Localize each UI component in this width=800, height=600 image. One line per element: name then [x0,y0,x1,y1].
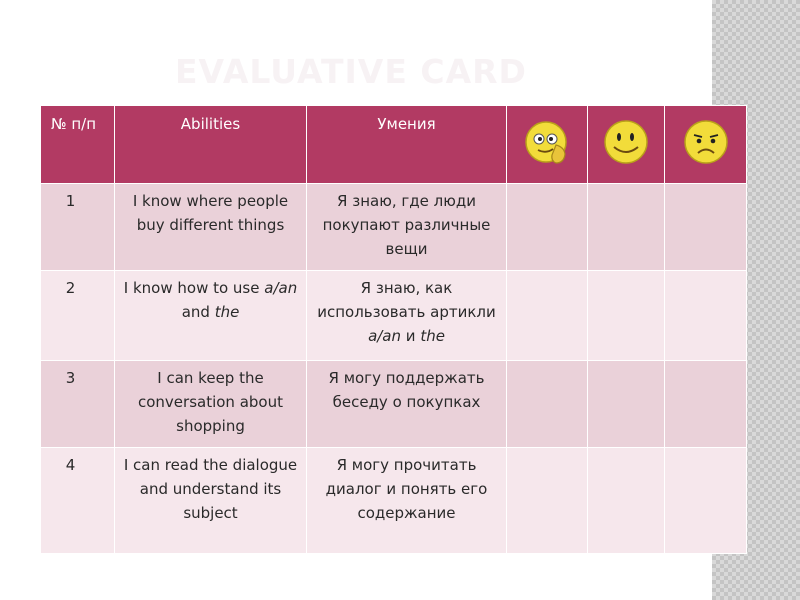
header-umeniya: Умения [307,106,507,184]
ability-en-text: and [181,303,215,321]
header-emoji-3 [665,106,747,184]
sad-face-icon [679,117,733,169]
ability-en [115,271,307,361]
article-a-an: a/an [368,327,402,345]
row-number: 1 [41,184,115,271]
table-row [41,448,747,554]
ability-ru: Я могу поддержать беседу о покупках [307,361,507,448]
header-abilities: Abilities [115,106,307,184]
rating-cell[interactable] [588,271,665,361]
rating-cell[interactable] [665,448,747,554]
ability-ru [307,271,507,361]
row-number: 2 [41,271,115,361]
article-a-an: a/an [264,279,298,297]
ability-ru: Я могу прочитать диалог и понять его содержание [307,448,507,554]
page-title: EVALUATIVE CARD [175,52,527,91]
ability-en: I know where people buy different things [115,184,307,271]
table-row [41,184,747,271]
rating-cell[interactable] [665,271,747,361]
rating-cell[interactable] [507,271,588,361]
rating-cell[interactable] [665,184,747,271]
header-emoji-2 [588,106,665,184]
article-the: the [420,327,445,345]
rating-cell[interactable] [507,361,588,448]
ability-en: I can keep the conversation about shopping [115,361,307,448]
smiling-face-icon [599,117,653,169]
header-emoji-1 [507,106,588,184]
rating-cell[interactable] [588,361,665,448]
evaluation-table [40,105,747,554]
row-number: 4 [41,448,115,554]
rating-cell[interactable] [507,184,588,271]
ability-ru-text: и [401,327,421,345]
table-row [41,361,747,448]
header-row [41,106,747,184]
table-row [41,271,747,361]
ability-en: I can read the dialogue and understand its subject [115,448,307,554]
row-number: 3 [41,361,115,448]
ability-ru: Я знаю, где люди покупают различные вещи [307,184,507,271]
header-number: № п/п [41,106,115,184]
rating-cell[interactable] [588,448,665,554]
rating-cell[interactable] [588,184,665,271]
thinking-face-icon [520,117,574,169]
article-the: the [214,303,240,321]
rating-cell[interactable] [507,448,588,554]
rating-cell[interactable] [665,361,747,448]
ability-ru-text: Я знаю, как использовать артикли [317,279,496,321]
ability-en-text: I know how to use [123,279,265,297]
